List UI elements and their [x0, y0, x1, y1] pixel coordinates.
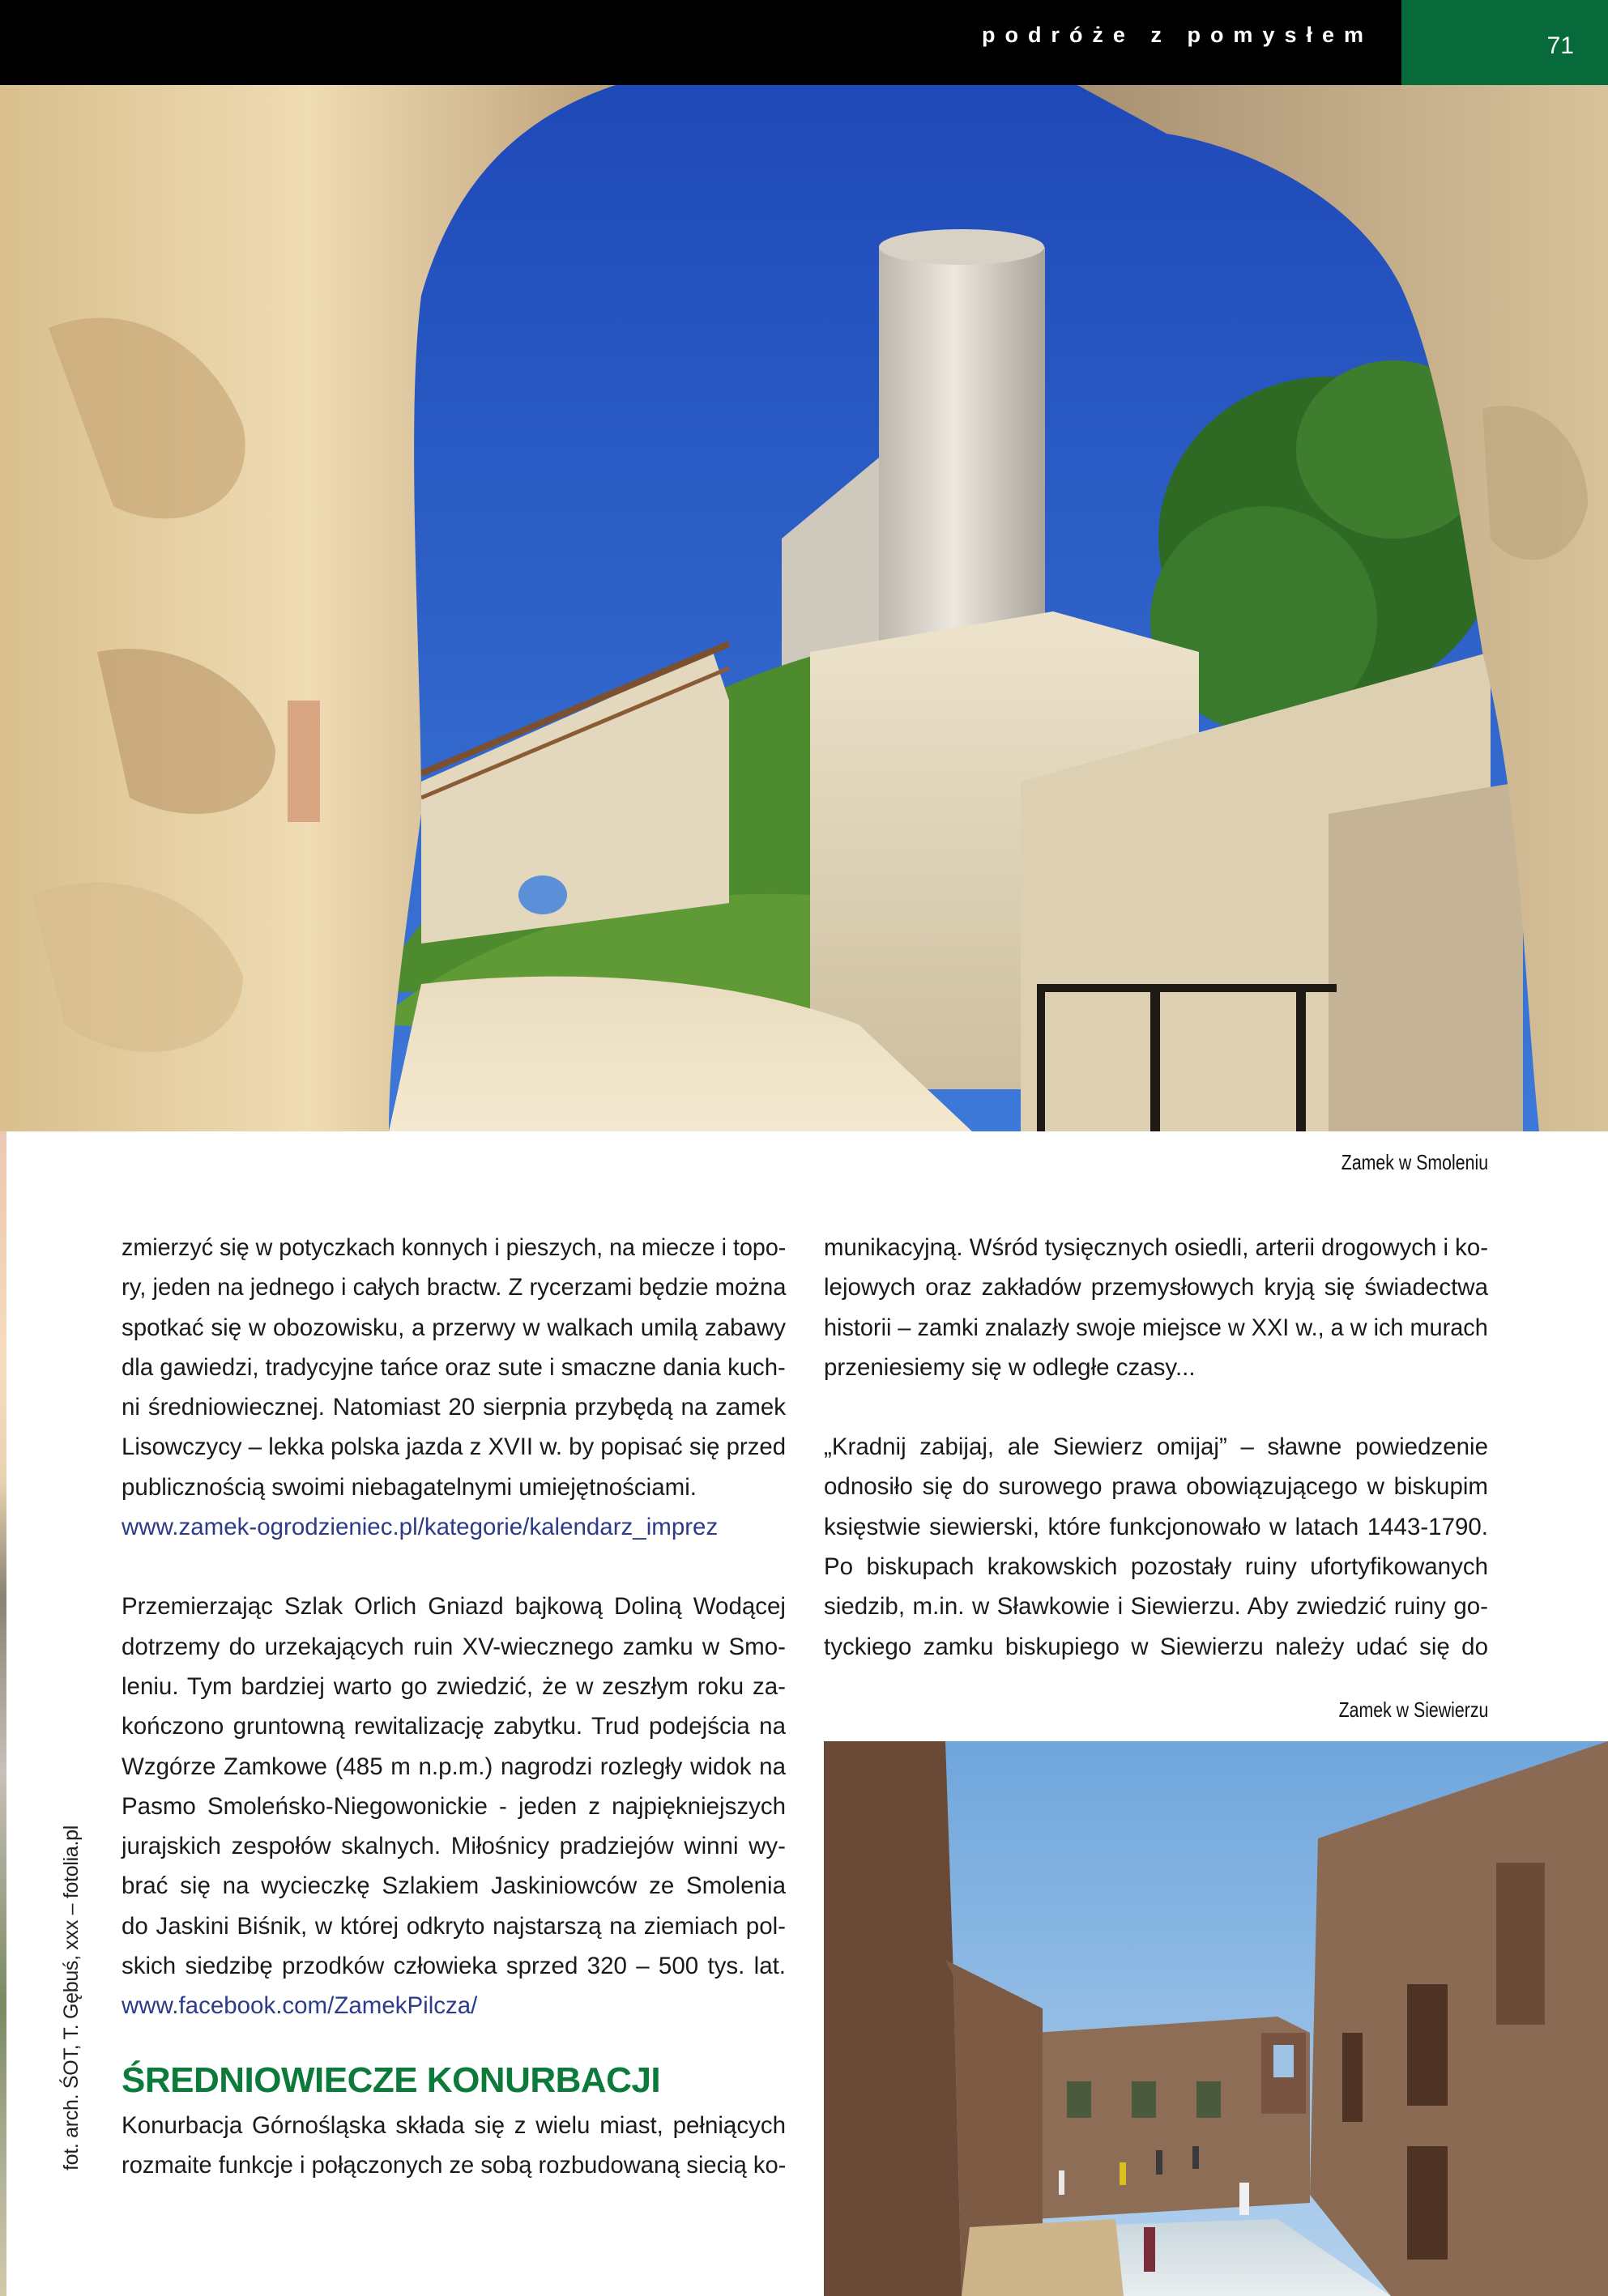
text-line: tyckiego zamku biskupiego w Siewierzu należy udać się do [824, 1633, 1488, 1660]
photo-credit: fot. arch. ŚOT, T. Gębuś, xxx – fotolia.pl [60, 1825, 83, 2170]
paragraph-gap [824, 1387, 1488, 1427]
paragraph-konurbacja [122, 2106, 786, 2186]
right-column [824, 1228, 1488, 1667]
text-line: publicznością swoimi niebagatelnymi umiejętnościami. [122, 1473, 697, 1501]
text-line: rozmaite funkcje i połączonych ze sobą rozbudowaną siecią ko- [122, 2151, 787, 2179]
page-number: 71 [1546, 32, 1574, 59]
section-title: podróże z pomysłem [981, 23, 1373, 47]
paragraph-gap [122, 1547, 786, 1587]
photo-caption-smolen: Zamek w Smoleniu [1341, 1150, 1488, 1174]
text-line: do Jaskini Biśnik, w której odkryto najstarszą na ziemiach pol- [122, 1912, 786, 1940]
text-line: przeniesiemy się w odległe czasy... [824, 1353, 1196, 1381]
page-number-box [1401, 0, 1608, 85]
text-line: kończono gruntowną rewitalizację zabytku. Trud podejścia na [122, 1713, 786, 1740]
text-line: księstwie siewierski, które funkcjonowało w latach 1443-1790. [824, 1513, 1488, 1540]
photo-siewierz-castle [824, 1741, 1608, 2296]
text-line: ni średniowiecznej. Natomiast 20 sierpnia przybędą na zamek [122, 1394, 786, 1421]
section-heading: ŚREDNIOWIECZE KONURBACJI [122, 2060, 661, 2100]
paragraph-ogrodzieniec-events [122, 1228, 786, 1547]
text-line: leniu. Tym bardziej warto go zwiedzić, że w zeszłym roku za- [122, 1672, 786, 1700]
photo-edge-strip [0, 1131, 6, 2296]
text-line: brać się na wycieczkę Szlakiem Jaskiniowców ze Smolenia [122, 1872, 786, 1900]
text-line: Konurbacja Górnośląska składa się z wielu miast, pełniących [122, 2111, 786, 2139]
text-line: skich siedzibę przodków człowieka sprzed 320 – 500 tys. lat. [122, 1953, 786, 1980]
text-line: odnosiło się do surowego prawa obowiązującego w biskupim [824, 1473, 1488, 1501]
text-line: jurajskich zespołów skalnych. Miłośnicy pradziejów winni wy- [122, 1833, 786, 1860]
left-column [122, 1228, 786, 2185]
hero-photo-smolen-castle [0, 85, 1608, 1131]
photo-caption-siewierz: Zamek w Siewierzu [1338, 1698, 1488, 1722]
text-line: dotrzemy do urzekających ruin XV-wiecznego zamku w Smo- [122, 1633, 786, 1660]
link-facebook-zamek-pilcza[interactable]: www.facebook.com/ZamekPilcza/ [122, 1992, 478, 2020]
text-line: dla gawiedzi, tradycyjne tańce oraz sute i smaczne dania kuch- [122, 1353, 786, 1381]
siewierz-photo-illustration [824, 1741, 1608, 2296]
text-line: spotkać się w obozowisku, a przerwy w walkach umilą zabawy [122, 1314, 786, 1341]
text-line: Wzgórze Zamkowe (485 m n.p.m.) nagrodzi rozległy widok na [122, 1753, 786, 1780]
text-line: Lisowczycy – lekka polska jazda z XVII w. by popisać się przed [122, 1433, 787, 1461]
page-header [0, 0, 1608, 85]
text-line: Po biskupach krakowskich pozostały ruiny ufortyfikowanych [824, 1553, 1488, 1581]
text-line: zmierzyć się w potyczkach konnych i pieszych, na miecze i topo- [122, 1234, 787, 1261]
text-line: munikacyjną. Wśród tysięcznych osiedli, arterii drogowych i ko- [824, 1234, 1489, 1261]
text-line: Pasmo Smoleńsko-Niegowonickie - jeden z najpiękniejszych [122, 1792, 786, 1820]
text-line: ry, jeden na jednego i całych bractw. Z rycerzami będzie można [122, 1274, 787, 1301]
paragraph-konurbacja-cont [824, 1228, 1488, 1387]
text-line: historii – zamki znalazły swoje miejsce w XXI w., a w ich murach [824, 1314, 1488, 1341]
paragraph-siewierz [824, 1427, 1488, 1667]
paragraph-smolen-castle [122, 1587, 786, 2026]
text-line: „Kradnij zabijaj, ale Siewierz omijaj” – sławne powiedzenie [824, 1433, 1488, 1461]
text-line: siedzib, m.in. w Sławkowie i Siewierzu. Aby zwiedzić ruiny go- [824, 1593, 1488, 1621]
text-line: lejowych oraz zakładów przemysłowych kryją się świadectwa [824, 1274, 1488, 1301]
link-zamek-ogrodzieniec[interactable]: www.zamek-ogrodzieniec.pl/kategorie/kalendarz_imprez [122, 1514, 719, 1541]
text-line: Przemierzając Szlak Orlich Gniazd bajkową Doliną Wodącej [122, 1593, 786, 1621]
castle-photo-illustration [0, 85, 1608, 1131]
